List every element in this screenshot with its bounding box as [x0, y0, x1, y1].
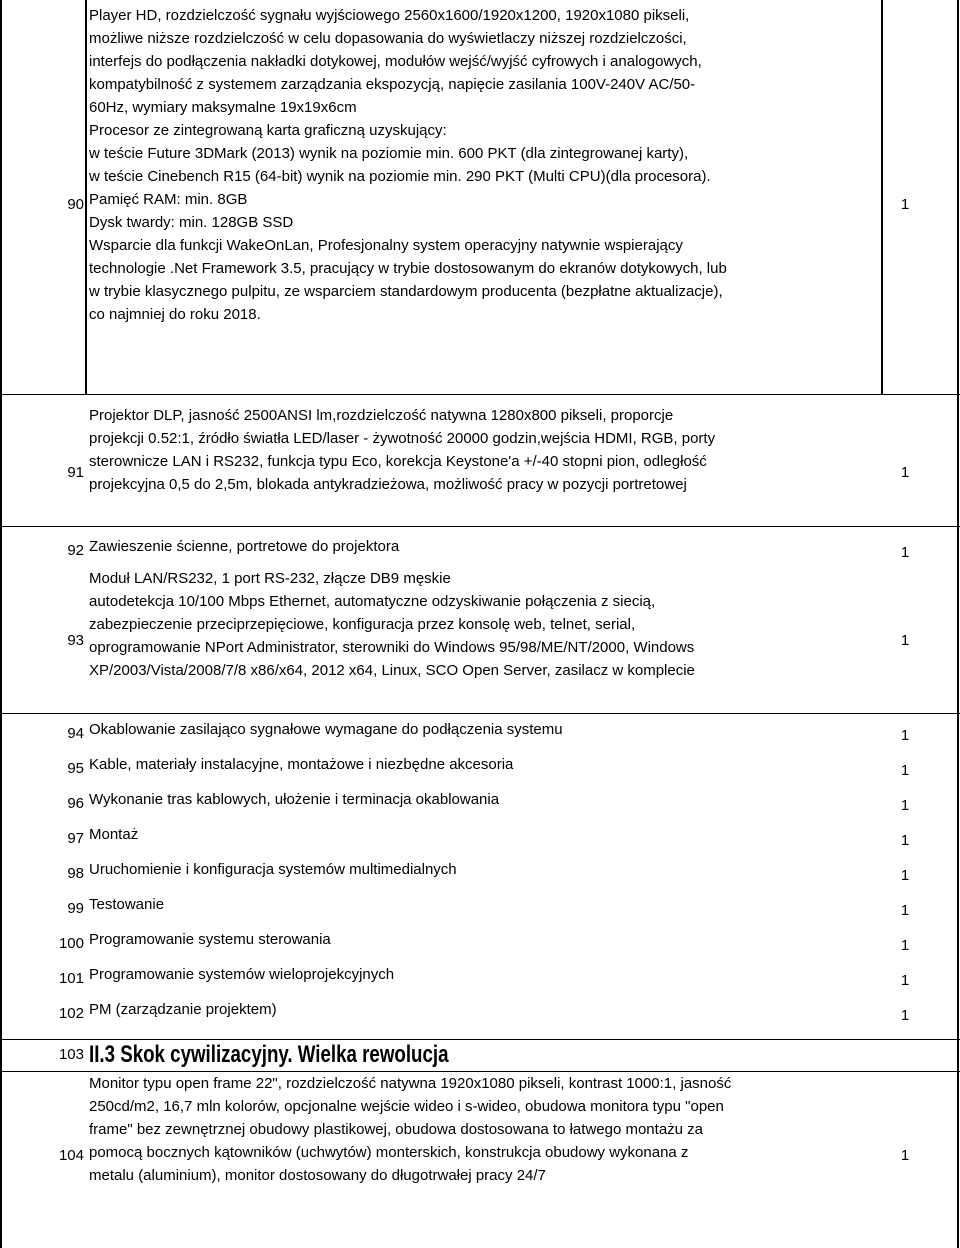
row-description: Zawieszenie ścienne, portretowe do projektora [89, 538, 400, 555]
table-row [0, 928, 960, 958]
row-description: Wykonanie tras kablowych, ułożenie i terminacja okablowania [89, 791, 500, 808]
row-number: 93 [67, 632, 84, 649]
row-number: 104 [58, 1147, 84, 1164]
row-description: Testowanie [89, 896, 165, 913]
row-number: 101 [58, 970, 84, 987]
row-quantity: 1 [900, 902, 910, 919]
table-row [0, 404, 960, 504]
table-row [0, 535, 960, 565]
row-number: 95 [67, 760, 84, 777]
row-number: 103 [58, 1046, 84, 1063]
row-quantity: 1 [900, 544, 910, 561]
table-row [0, 823, 960, 853]
row-quantity: 1 [900, 727, 910, 744]
table-row [0, 963, 960, 993]
row-number: 98 [67, 865, 84, 882]
row-quantity: 1 [900, 1007, 910, 1024]
row-quantity: 1 [900, 1147, 910, 1164]
row-quantity: 1 [900, 464, 910, 481]
table-row [0, 858, 960, 888]
row-number: 97 [67, 830, 84, 847]
row-separator [0, 1039, 960, 1040]
table-row [0, 753, 960, 783]
row-separator [0, 713, 960, 714]
row-description: Monitor typu open frame 22", rozdzielczość natywna 1920x1080 pikseli, kontrast 1000:1, jasność 250cd/m2, 16,7 mln kolorów, opcjonalne wejście wideo i s-wideo, obudowa monitora typu "open frame" bez zewnętrznej obudowy plastikowej, obudowa dostosowana to łatwego montażu za pomocą bocznych kątowników (uchwytów) monterskich, konstrukcja obudowy wykonana z metalu (aluminium), monitor dostosowany do długotrwałej pracy 24/7 [89, 1075, 732, 1184]
row-description: Uruchomienie i konfiguracja systemów multimedialnych [89, 861, 457, 878]
row-quantity: 1 [900, 972, 910, 989]
table-row [0, 1042, 960, 1070]
table-row [0, 893, 960, 923]
table-row [0, 788, 960, 818]
row-number: 96 [67, 795, 84, 812]
row-quantity: 1 [900, 797, 910, 814]
row-description: Moduł LAN/RS232, 1 port RS-232, złącze DB9 męskie autodetekcja 10/100 Mbps Ethernet, automatyczne odzyskiwanie połączenia z siecią, zabezpieczenie przeciprzepięciowe, konfiguracja przez konsolę web, telnet, serial, oprogramowanie NPort Administrator, sterowniki do Windows 95/98/ME/NT/2000, Windows XP/2003/Vista/2008/7/8 x86/x64, 2012 x64, Linux, SCO Open Server, zasilacz w komplecie [89, 570, 695, 679]
table-row [0, 718, 960, 748]
row-number: 100 [58, 935, 84, 952]
section-heading: II.3 Skok cywilizacyjny. Wielka rewolucja [89, 1041, 449, 1068]
row-separator [0, 526, 960, 527]
table-row [0, 998, 960, 1028]
table-row [0, 567, 960, 692]
row-number: 90 [67, 196, 84, 213]
row-description: Montaż [89, 826, 139, 843]
row-number: 102 [58, 1005, 84, 1022]
row-description: Player HD, rozdzielczość sygnału wyjściowego 2560x1600/1920x1200, 1920x1080 pikseli, możliwe niższe rozdzielczość w celu dopasowania do wyświetlaczy niższej rozdzielczości, interfejs do podłączenia nakładki dotykowej, modułów wejść/wyjść cyfrowych i analogowych, kompatybilność z systemem zarządzania ekspozycją, napięcie zasilania 100V-240V AC/50- 60Hz, wymiary maksymalne 19x19x6cm Procesor ze zintegrowaną karta graficzną uzyskujący: w teście Future 3DMark (2013) wynik na poziomie min. 600 PKT (dla zintegrowanej karty), w teście Cinebench R15 (64-bit) wynik na poziomie min. 290 PKT (Multi CPU)(dla procesora). Pamięć RAM: min. 8GB Dysk twardy: min. 128GB SSD Wsparcie dla funkcji WakeOnLan, Profesjonalny system operacyjny natywnie wspierający technologie .Net Framework 3.5, pracujący w trybie dostosowanym do ekranów dotykowych, lub w trybie klasycznego pulpitu, ze wsparciem standardowym producenta (bezpłatne aktualizacje), co najmniej do roku 2018. [89, 7, 727, 323]
row-number: 99 [67, 900, 84, 917]
row-quantity: 1 [900, 196, 910, 213]
row-quantity: 1 [900, 937, 910, 954]
row-description: Kable, materiały instalacyjne, montażowe i niezbędne akcesoria [89, 756, 514, 773]
row-quantity: 1 [900, 867, 910, 884]
row-number: 92 [67, 542, 84, 559]
row-description: PM (zarządzanie projektem) [89, 1001, 277, 1018]
row-quantity: 1 [900, 832, 910, 849]
row-quantity: 1 [900, 762, 910, 779]
row-description: Programowanie systemu sterowania [89, 931, 331, 948]
row-description: Programowanie systemów wieloprojekcyjnych [89, 966, 395, 983]
row-description: Projektor DLP, jasność 2500ANSI lm,rozdzielczość natywna 1280x800 pikseli, proporcje projekcji 0.52:1, źródło światła LED/laser - żywotność 20000 godzin,wejścia HDMI, RGB, porty sterownicze LAN i RS232, funkcja typu Eco, korekcja Keystone'a +/-40 stopni pion, odległość projekcyjna 0,5 do 2,5m, blokada antykradzieżowa, możliwość pracy w pozycji portretowej [89, 407, 716, 493]
row-quantity: 1 [900, 632, 910, 649]
table-row [0, 1072, 960, 1197]
row-number: 94 [67, 725, 84, 742]
row-separator [0, 394, 960, 395]
row-number: 91 [67, 464, 84, 481]
table-row [0, 4, 960, 384]
row-description: Okablowanie zasilająco sygnałowe wymagane do podłączenia systemu [89, 721, 563, 738]
